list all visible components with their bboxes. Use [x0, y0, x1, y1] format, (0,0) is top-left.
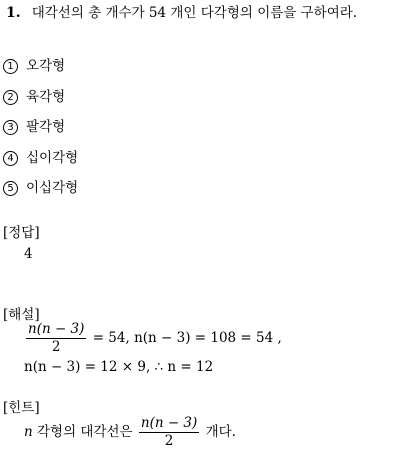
hint-frac-numerator: n(n − 3) — [140, 415, 198, 431]
choice-1-label: 오각형 — [26, 57, 66, 74]
choice-1-mark: 1 — [3, 59, 18, 74]
solution-line-2: n(n − 3) = 12 × 9, ∴ n = 12 — [24, 359, 214, 375]
solution-header: [해설] — [3, 307, 40, 323]
choice-3-label: 팔각형 — [26, 118, 66, 135]
hint-frac-denominator: 2 — [164, 432, 174, 449]
choice-2[interactable] — [3, 89, 65, 105]
solution-frac-numerator: n(n − 3) — [28, 321, 85, 337]
choice-5-label: 이십각형 — [26, 179, 79, 196]
question-line — [6, 4, 357, 21]
choice-5-mark: 5 — [3, 181, 18, 196]
solution-line-1 — [24, 323, 282, 354]
choice-4-label: 십이각형 — [26, 149, 79, 166]
hint-header: [힌트] — [3, 400, 40, 416]
choice-5[interactable] — [3, 180, 78, 196]
solution-line-1-rest: = 54, n(n − 3) = 108 = 54 , — [92, 330, 282, 346]
choice-2-label: 육각형 — [26, 88, 66, 105]
choice-3[interactable] — [3, 119, 65, 135]
solution-fraction — [26, 323, 86, 354]
hint-text-before: 각형의 대각선은 — [32, 423, 137, 440]
answer-value: 4 — [24, 246, 33, 262]
question-number: 1. — [6, 5, 21, 21]
choice-4[interactable] — [3, 150, 78, 166]
answer-header: [정답] — [3, 225, 40, 241]
solution-frac-denominator: 2 — [51, 338, 61, 355]
question-text: 대각선의 총 개수가 54 개인 다각형의 이름을 구하여라. — [31, 5, 358, 21]
choice-2-mark: 2 — [3, 90, 18, 105]
choice-4-mark: 4 — [3, 151, 18, 166]
hint-text-after: 개다. — [201, 423, 236, 440]
choice-3-mark: 3 — [3, 120, 18, 135]
choice-1[interactable] — [3, 58, 65, 74]
hint-line — [24, 417, 236, 448]
hint-fraction — [139, 417, 199, 448]
hint-variable: n — [24, 423, 33, 440]
